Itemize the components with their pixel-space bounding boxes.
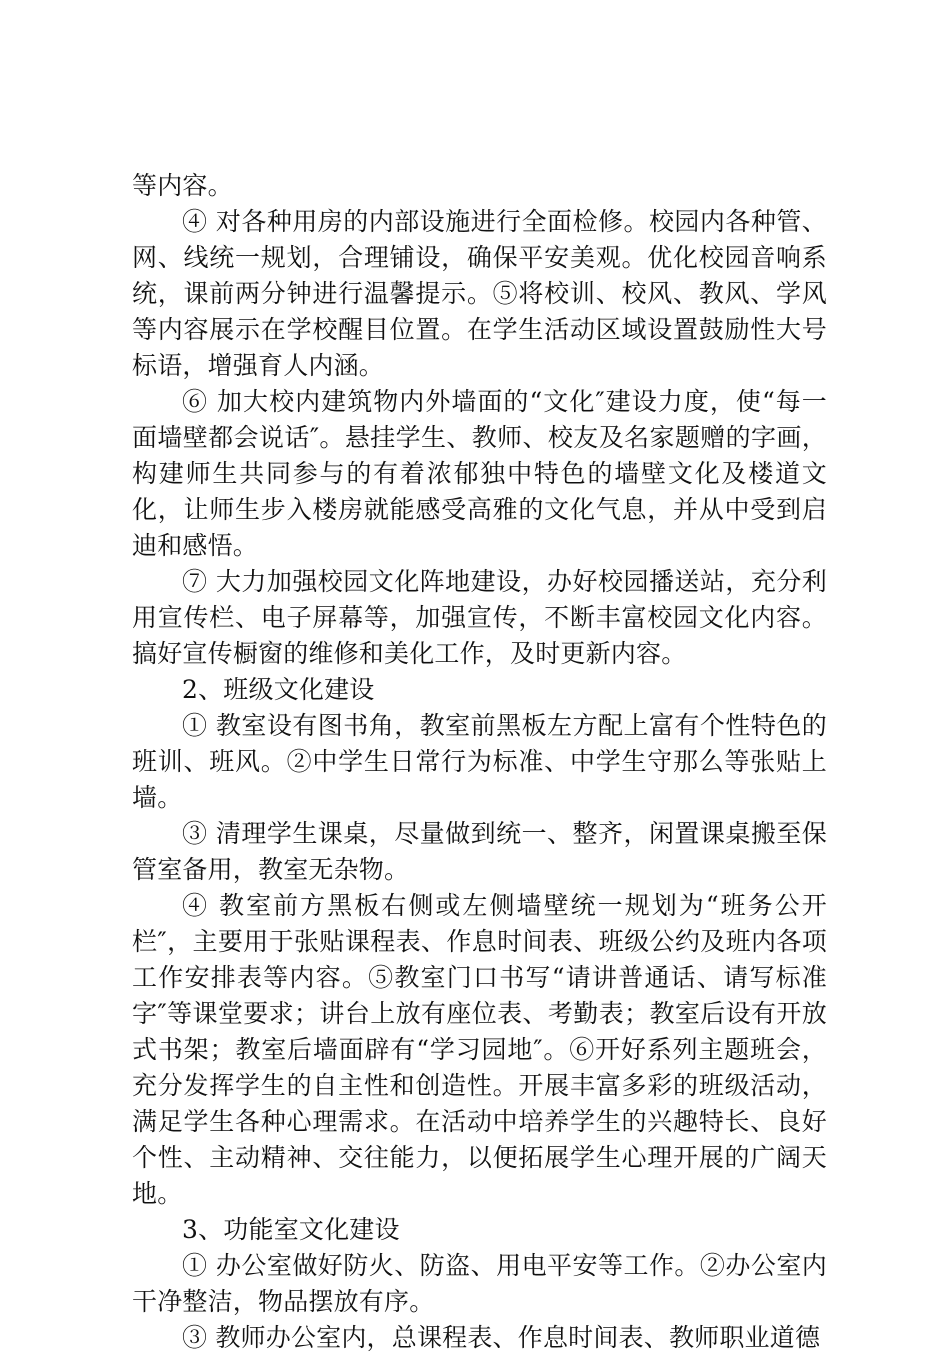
paragraph-office-item-3: ③ 教师办公室内，总课程表、作息时间表、教师职业道德 xyxy=(182,1323,821,1352)
section-heading-function-room-culture: 3、功能室文化建设 xyxy=(182,1215,400,1244)
document-body xyxy=(132,168,827,1356)
paragraph-office-item-1-2: ① 办公室做好防火、防盗、用电平安等工作。②办公室内干净整洁，物品摆放有序。 xyxy=(132,1251,827,1316)
paragraph-continuation: 等内容。 xyxy=(132,171,233,200)
paragraph-item-7: ⑦ 大力加强校园文化阵地建设，办好校园播送站，充分利用宣传栏、电子屏幕等，加强宣传，不断丰富校园文化内容。搞好宣传橱窗的维修和美化工作，及时更新内容。 xyxy=(132,567,827,668)
paragraph-class-item-4-6: ④ 教室前方黑板右侧或左侧墙壁统一规划为“班务公开栏″，主要用于张贴课程表、作息时间表、班级公约及班内各项工作安排表等内容。⑤教室门口书写“请讲普通话、请写标准字″等课堂要求；讲台上放有座位表、考勤表；教室后设有开放式书架；教室后墙面辟有“学习园地″。⑥开好系列主题班会，充分发挥学生的自主性和创造性。开展丰富多彩的班级活动，满足学生各种心理需求。在活动中培养学生的兴趣特长、良好个性、主动精神、交往能力，以便拓展学生心理开展的广阔天地。 xyxy=(132,891,827,1208)
paragraph-class-item-3: ③ 清理学生课桌，尽量做到统一、整齐，闲置课桌搬至保管室备用，教室无杂物。 xyxy=(132,819,827,884)
section-heading-class-culture: 2、班级文化建设 xyxy=(182,675,375,704)
paragraph-item-6: ⑥ 加大校内建筑物内外墙面的“文化″建设力度，使“每一面墙壁都会说话″。悬挂学生、教师、校友及名家题赠的字画，构建师生共同参与的有着浓郁独中特色的墙壁文化及楼道文化，让师生步入楼房就能感受高雅的文化气息，并从中受到启迪和感悟。 xyxy=(132,387,827,560)
paragraph-class-item-1-2: ① 教室设有图书角，教室前黑板左方配上富有个性特色的班训、班风。②中学生日常行为标准、中学生守那么等张贴上墙。 xyxy=(132,711,827,812)
paragraph-item-4-5: ④ 对各种用房的内部设施进行全面检修。校园内各种管、网、线统一规划，合理铺设，确保平安美观。优化校园音响系统，课前两分钟进行温馨提示。⑤将校训、校风、教风、学风等内容展示在学校醒目位置。在学生活动区域设置鼓励性大号标语，增强育人内涵。 xyxy=(132,207,827,380)
